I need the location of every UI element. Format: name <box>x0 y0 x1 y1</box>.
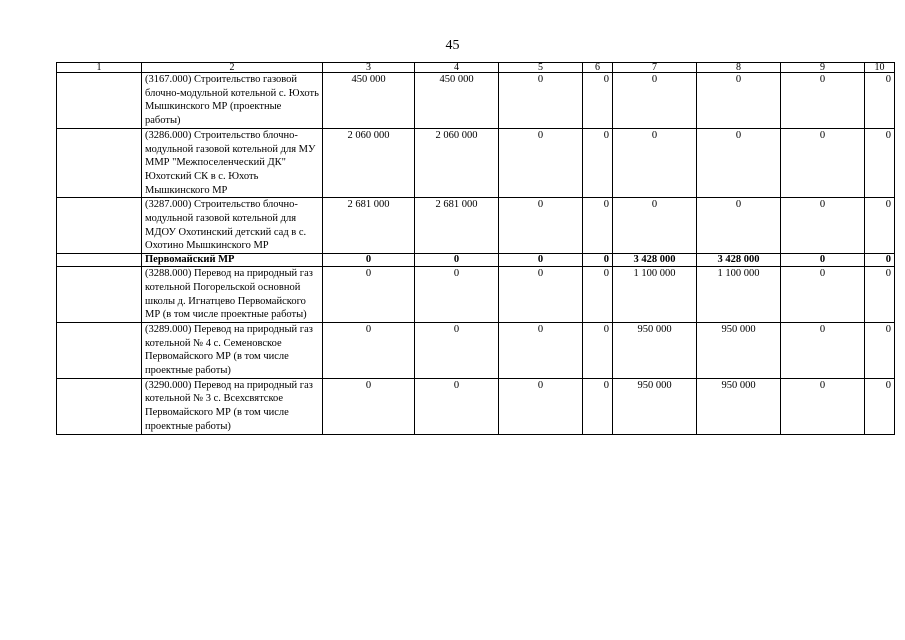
value-cell: 0 <box>583 267 613 323</box>
value-cell: 0 <box>781 378 865 434</box>
value-cell: 0 <box>865 73 895 129</box>
value-cell: 950 000 <box>613 378 697 434</box>
row-number-cell <box>57 322 142 378</box>
page-number: 45 <box>445 38 460 53</box>
object-name-cell: (3287.000) Строительство блочно-модульной газовой котельной для МДОУ Охотинский детский сад в с. Охотино Мышкинского МР <box>142 198 323 254</box>
column-number: 9 <box>781 63 865 73</box>
column-number-row <box>57 63 895 73</box>
value-cell: 0 <box>323 267 415 323</box>
column-number: 1 <box>57 63 142 73</box>
value-cell: 2 681 000 <box>415 198 499 254</box>
value-cell: 0 <box>865 322 895 378</box>
value-cell: 0 <box>583 254 613 267</box>
object-name-cell: (3286.000) Строительство блочно-модульной газовой котельной для МУ ММР "Межпоселенческий ДК" Юхотский СК в с. Юхоть Мышкинского МР <box>142 128 323 198</box>
table-row <box>57 378 895 434</box>
value-cell: 2 060 000 <box>415 128 499 198</box>
value-cell: 2 060 000 <box>323 128 415 198</box>
table-row <box>57 322 895 378</box>
column-number: 4 <box>415 63 499 73</box>
row-number-cell <box>57 254 142 267</box>
table-row <box>57 128 895 198</box>
value-cell: 0 <box>865 378 895 434</box>
value-cell: 0 <box>781 73 865 129</box>
row-number-cell <box>57 378 142 434</box>
value-cell: 0 <box>613 198 697 254</box>
table-row <box>57 198 895 254</box>
value-cell: 450 000 <box>323 73 415 129</box>
column-number: 7 <box>613 63 697 73</box>
value-cell: 0 <box>781 128 865 198</box>
value-cell: 2 681 000 <box>323 198 415 254</box>
value-cell: 0 <box>781 198 865 254</box>
value-cell: 0 <box>583 73 613 129</box>
column-number: 10 <box>865 63 895 73</box>
value-cell: 450 000 <box>415 73 499 129</box>
value-cell: 0 <box>781 267 865 323</box>
value-cell: 0 <box>613 73 697 129</box>
value-cell: 0 <box>499 267 583 323</box>
row-number-cell <box>57 73 142 129</box>
column-number: 2 <box>142 63 323 73</box>
value-cell: 0 <box>583 128 613 198</box>
value-cell: 950 000 <box>613 322 697 378</box>
table-row-subtotal <box>57 254 895 267</box>
value-cell: 950 000 <box>697 378 781 434</box>
row-number-cell <box>57 128 142 198</box>
district-name-cell: Первомайский МР <box>142 254 323 267</box>
value-cell: 0 <box>865 198 895 254</box>
value-cell: 0 <box>415 378 499 434</box>
object-name-cell: (3288.000) Перевод на природный газ котельной Погорельской основной школы д. Игнатцево Первомайского МР (в том числе проектные работы) <box>142 267 323 323</box>
value-cell: 3 428 000 <box>697 254 781 267</box>
row-number-cell <box>57 198 142 254</box>
value-cell: 0 <box>613 128 697 198</box>
value-cell: 0 <box>415 267 499 323</box>
value-cell: 0 <box>415 322 499 378</box>
value-cell: 0 <box>415 254 499 267</box>
value-cell: 3 428 000 <box>613 254 697 267</box>
value-cell: 0 <box>499 73 583 129</box>
object-name-cell: (3290.000) Перевод на природный газ котельной № 3 с. Всехсвятское Первомайского МР (в том числе проектные работы) <box>142 378 323 434</box>
column-number: 6 <box>583 63 613 73</box>
value-cell: 0 <box>697 73 781 129</box>
value-cell: 0 <box>583 198 613 254</box>
value-cell: 0 <box>865 267 895 323</box>
value-cell: 0 <box>499 198 583 254</box>
value-cell: 1 100 000 <box>613 267 697 323</box>
object-name-cell: (3167.000) Строительство газовой блочно-модульной котельной с. Юхоть Мышкинского МР (проектные работы) <box>142 73 323 129</box>
value-cell: 0 <box>781 322 865 378</box>
value-cell: 0 <box>323 378 415 434</box>
value-cell: 0 <box>499 322 583 378</box>
table-row <box>57 267 895 323</box>
value-cell: 0 <box>499 378 583 434</box>
value-cell: 0 <box>583 322 613 378</box>
value-cell: 0 <box>697 128 781 198</box>
value-cell: 0 <box>781 254 865 267</box>
budget-table <box>56 62 895 435</box>
value-cell: 0 <box>499 254 583 267</box>
column-number: 8 <box>697 63 781 73</box>
value-cell: 950 000 <box>697 322 781 378</box>
value-cell: 0 <box>865 128 895 198</box>
value-cell: 0 <box>323 254 415 267</box>
value-cell: 0 <box>697 198 781 254</box>
column-number: 5 <box>499 63 583 73</box>
value-cell: 0 <box>865 254 895 267</box>
row-number-cell <box>57 267 142 323</box>
value-cell: 1 100 000 <box>697 267 781 323</box>
value-cell: 0 <box>583 378 613 434</box>
column-number: 3 <box>323 63 415 73</box>
object-name-cell: (3289.000) Перевод на природный газ котельной № 4 с. Семеновское Первомайского МР (в том числе проектные работы) <box>142 322 323 378</box>
table-row <box>57 73 895 129</box>
value-cell: 0 <box>323 322 415 378</box>
value-cell: 0 <box>499 128 583 198</box>
